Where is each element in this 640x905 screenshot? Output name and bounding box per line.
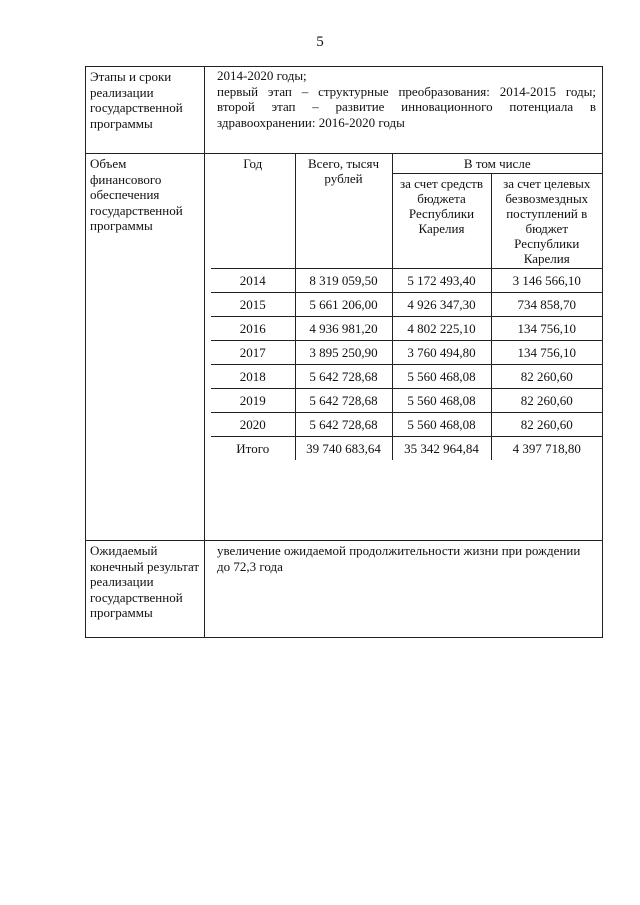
cell-year: 2016 bbox=[211, 317, 295, 341]
cell-budget: 35 342 964,84 bbox=[392, 437, 491, 461]
cell-year: 2017 bbox=[211, 341, 295, 365]
cell-year: 2020 bbox=[211, 413, 295, 437]
cell-year: 2018 bbox=[211, 365, 295, 389]
result-label: Ожидаемый конечный результат реализации государственной программы bbox=[86, 541, 205, 637]
cell-total: 3 895 250,90 bbox=[295, 341, 392, 365]
header-targeted: за счет целевых безвозмездных поступлений в бюджет Республики Карелия bbox=[491, 174, 602, 269]
cell-year: 2019 bbox=[211, 389, 295, 413]
cell-budget: 4 926 347,30 bbox=[392, 293, 491, 317]
cell-year: 2014 bbox=[211, 269, 295, 293]
cell-total: 5 642 728,68 bbox=[295, 365, 392, 389]
table-row bbox=[211, 413, 602, 437]
table-row bbox=[211, 293, 602, 317]
cell-year: 2015 bbox=[211, 293, 295, 317]
header-budget: за счет средств бюджета Республики Карелия bbox=[392, 174, 491, 269]
cell-budget: 5 172 493,40 bbox=[392, 269, 491, 293]
result-content: увеличение ожидаемой продолжительности жизни при рождении до 72,3 года bbox=[217, 543, 581, 574]
table-row bbox=[211, 269, 602, 293]
page-number: 5 bbox=[316, 34, 324, 50]
cell-targeted: 82 260,60 bbox=[491, 389, 602, 413]
cell-targeted: 3 146 566,10 bbox=[491, 269, 602, 293]
stages-phases: первый этап – структурные преобразования: 2014-2015 годы; второй этап – развитие инновационного потенциала в здравоохранении: 2016-2020 годы bbox=[217, 83, 596, 130]
cell-total: 8 319 059,50 bbox=[295, 269, 392, 293]
cell-budget: 5 560 468,08 bbox=[392, 413, 491, 437]
table-row bbox=[211, 341, 602, 365]
cell-total: 4 936 981,20 bbox=[295, 317, 392, 341]
table-row bbox=[211, 365, 602, 389]
cell-total: 5 661 206,00 bbox=[295, 293, 392, 317]
stages-label: Этапы и сроки реализации государственной программы bbox=[86, 67, 205, 153]
stages-period: 2014-2020 годы; bbox=[217, 68, 307, 83]
stages-content bbox=[211, 67, 602, 132]
cell-budget: 4 802 225,10 bbox=[392, 317, 491, 341]
cell-total: 5 642 728,68 bbox=[295, 413, 392, 437]
funding-label: Объем финансового обеспечения государственной программы bbox=[86, 154, 205, 540]
cell-total: 5 642 728,68 bbox=[295, 389, 392, 413]
header-total: Всего, тысяч рублей bbox=[295, 154, 392, 269]
cell-targeted: 82 260,60 bbox=[491, 413, 602, 437]
cell-year: Итого bbox=[211, 437, 295, 461]
funding-row bbox=[86, 154, 602, 541]
cell-targeted: 134 756,10 bbox=[491, 317, 602, 341]
cell-targeted: 734 858,70 bbox=[491, 293, 602, 317]
passport-table bbox=[85, 66, 603, 638]
cell-targeted: 82 260,60 bbox=[491, 365, 602, 389]
table-row bbox=[211, 317, 602, 341]
cell-total: 39 740 683,64 bbox=[295, 437, 392, 461]
funding-table bbox=[211, 154, 602, 460]
header-including: В том числе bbox=[392, 154, 602, 174]
total-row bbox=[211, 437, 602, 461]
cell-budget: 5 560 468,08 bbox=[392, 365, 491, 389]
cell-targeted: 4 397 718,80 bbox=[491, 437, 602, 461]
header-year: Год bbox=[211, 154, 295, 269]
cell-budget: 5 560 468,08 bbox=[392, 389, 491, 413]
stages-row bbox=[86, 67, 602, 154]
cell-targeted: 134 756,10 bbox=[491, 341, 602, 365]
table-row bbox=[211, 389, 602, 413]
cell-budget: 3 760 494,80 bbox=[392, 341, 491, 365]
result-row bbox=[86, 541, 602, 637]
